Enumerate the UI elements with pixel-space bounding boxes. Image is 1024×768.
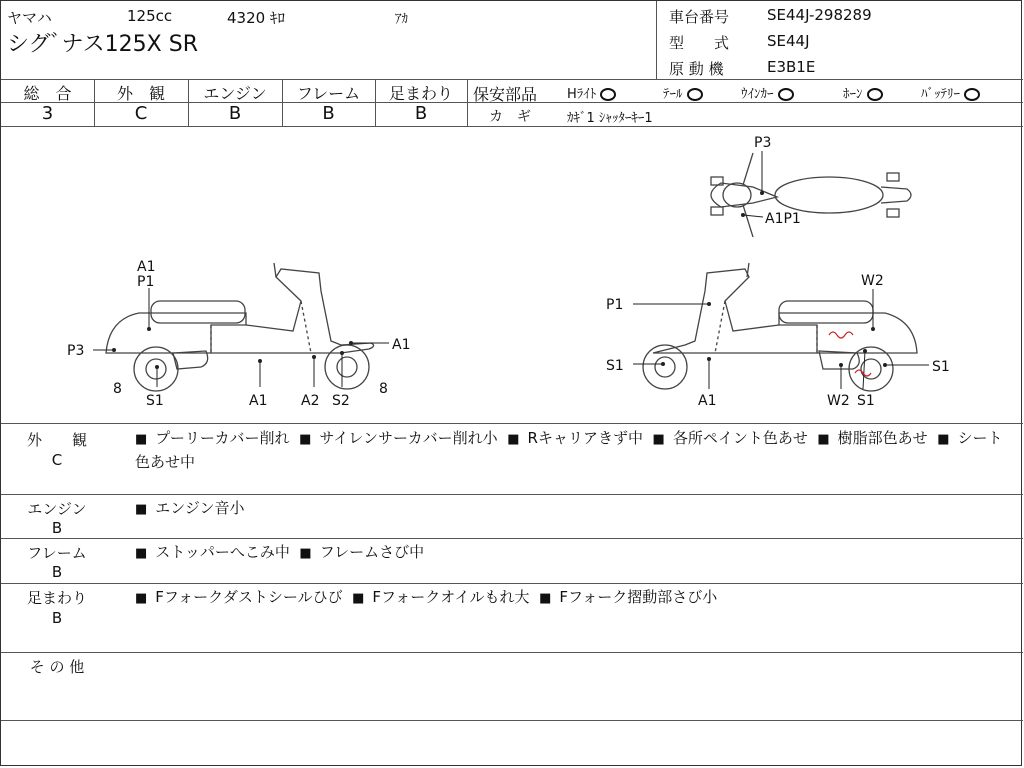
remark-divider [1, 583, 1023, 584]
model-name: シグﾞナス125X SR [7, 32, 198, 57]
grade-header-engine: エンジン [203, 84, 267, 103]
label-left-8b: 8 [379, 381, 388, 397]
remark-item: ■ シート色あせ中 [135, 429, 1003, 471]
grade-overall: 3 [41, 103, 54, 124]
remark-divider [1, 538, 1023, 539]
label-right-a1: A1 [698, 393, 717, 409]
label-right-p1: P1 [606, 297, 624, 313]
remark-item: ■ フレームさび中 [299, 543, 424, 561]
damage-diagram [1, 127, 1023, 423]
remark-items-frame [135, 541, 424, 565]
safety-item-winker: ｳｲﾝｶｰ [741, 83, 794, 102]
remark-item: ■ サイレンサーカバー削れ小 [299, 429, 498, 447]
remark-item: ■ 各所ペイント色あせ [653, 429, 808, 447]
damage-mark-red [829, 332, 853, 338]
remark-label-exterior: 外 観 [26, 431, 87, 449]
grade-suspension: B [414, 103, 428, 124]
remark-divider [1, 652, 1023, 653]
label-top-p3: P3 [754, 135, 772, 151]
remark-items-exterior [135, 427, 1015, 473]
remark-grade-exterior: C [51, 451, 63, 469]
label-left-p1: P1 [137, 274, 155, 290]
mileage: 4320 ｷﾛ [227, 9, 285, 27]
ok-circle-icon [687, 88, 703, 101]
grade-header-exterior: 外 観 [116, 84, 165, 103]
remark-item: ■ プーリーカバー削れ [135, 429, 290, 447]
maker: ヤマハ [7, 9, 52, 27]
remark-item: ■ 樹脂部色あせ [817, 429, 927, 447]
label-right-s1b: S1 [932, 359, 950, 375]
type-label: 型 式 [669, 34, 730, 52]
ok-circle-icon [867, 88, 883, 101]
label-left-a2: A2 [301, 393, 320, 409]
frame-number: SE44J-298289 [767, 6, 872, 24]
scooter-top-view [711, 153, 911, 237]
label-left-8a: 8 [113, 381, 122, 397]
safety-item-headlight: Hﾗｲﾄ [567, 83, 616, 102]
label-left-p3: P3 [67, 343, 85, 359]
type-value: SE44J [767, 32, 810, 50]
label-top-a1p1: A1P1 [765, 211, 801, 227]
key-value: ｶｷﾞ1 ｼｬｯﾀｰｷｰ1 [567, 111, 653, 126]
label-left-a1c: A1 [392, 337, 411, 353]
remark-label-engine: エンジン [27, 500, 87, 518]
label-left-a1: A1 [137, 259, 156, 275]
remark-item: ■ Fフォーク摺動部さび小 [539, 588, 717, 606]
remark-items-engine [135, 497, 245, 521]
remark-item: ■ Rキャリアきず中 [507, 429, 643, 447]
safety-title: 保安部品 [473, 85, 538, 104]
remark-label-other: そ の 他 [29, 658, 85, 676]
ok-circle-icon [778, 88, 794, 101]
header-bottom-line [1, 79, 1023, 80]
color: ｱｶ [395, 12, 408, 27]
frame-number-label: 車台番号 [669, 8, 730, 26]
grade-header-suspension: 足まわり [388, 84, 453, 103]
remark-item: ■ ストッパーへこみ中 [135, 543, 290, 561]
remark-items-suspension [135, 586, 717, 610]
remark-item: ■ エンジン音小 [135, 499, 245, 517]
label-left-s1: S1 [146, 393, 164, 409]
label-right-s1c: S1 [857, 393, 875, 409]
engine-label: 原 動 機 [669, 60, 724, 78]
engine-value: E3B1E [767, 58, 816, 76]
remark-item: ■ Fフォークオイルもれ大 [352, 588, 529, 606]
grade-engine: B [228, 103, 242, 124]
key-label: カ ギ [489, 109, 531, 125]
label-left-s2: S2 [332, 393, 350, 409]
grade-header-frame: フレーム [296, 84, 361, 103]
grade-header-overall: 総 合 [23, 84, 72, 103]
grade-frame: B [322, 103, 335, 124]
label-right-w2: W2 [861, 273, 884, 289]
displacement: 125cc [127, 7, 173, 25]
remark-grade-engine: B [51, 519, 63, 537]
label-right-s1: S1 [606, 358, 624, 374]
remark-grade-frame: B [51, 563, 63, 581]
safety-item-taillight: ﾃｰﾙ [663, 83, 703, 102]
safety-item-battery: ﾊﾞｯﾃﾘｰ [921, 83, 980, 102]
ok-circle-icon [600, 88, 616, 101]
remark-divider [1, 720, 1023, 721]
header-divider [656, 1, 657, 79]
ok-circle-icon [964, 88, 980, 101]
remark-item: ■ Fフォークダストシールひび [135, 588, 343, 606]
label-right-w2b: W2 [827, 393, 850, 409]
remark-label-suspension: 足まわり [26, 589, 87, 607]
grade-exterior: C [134, 103, 148, 124]
remark-label-frame: フレーム [27, 544, 87, 562]
safety-item-horn: ﾎｰﾝ [843, 83, 883, 102]
remark-grade-suspension: B [51, 609, 63, 627]
remark-divider [1, 494, 1023, 495]
diagram-bottom-line [1, 423, 1023, 424]
label-left-a1b: A1 [249, 393, 268, 409]
